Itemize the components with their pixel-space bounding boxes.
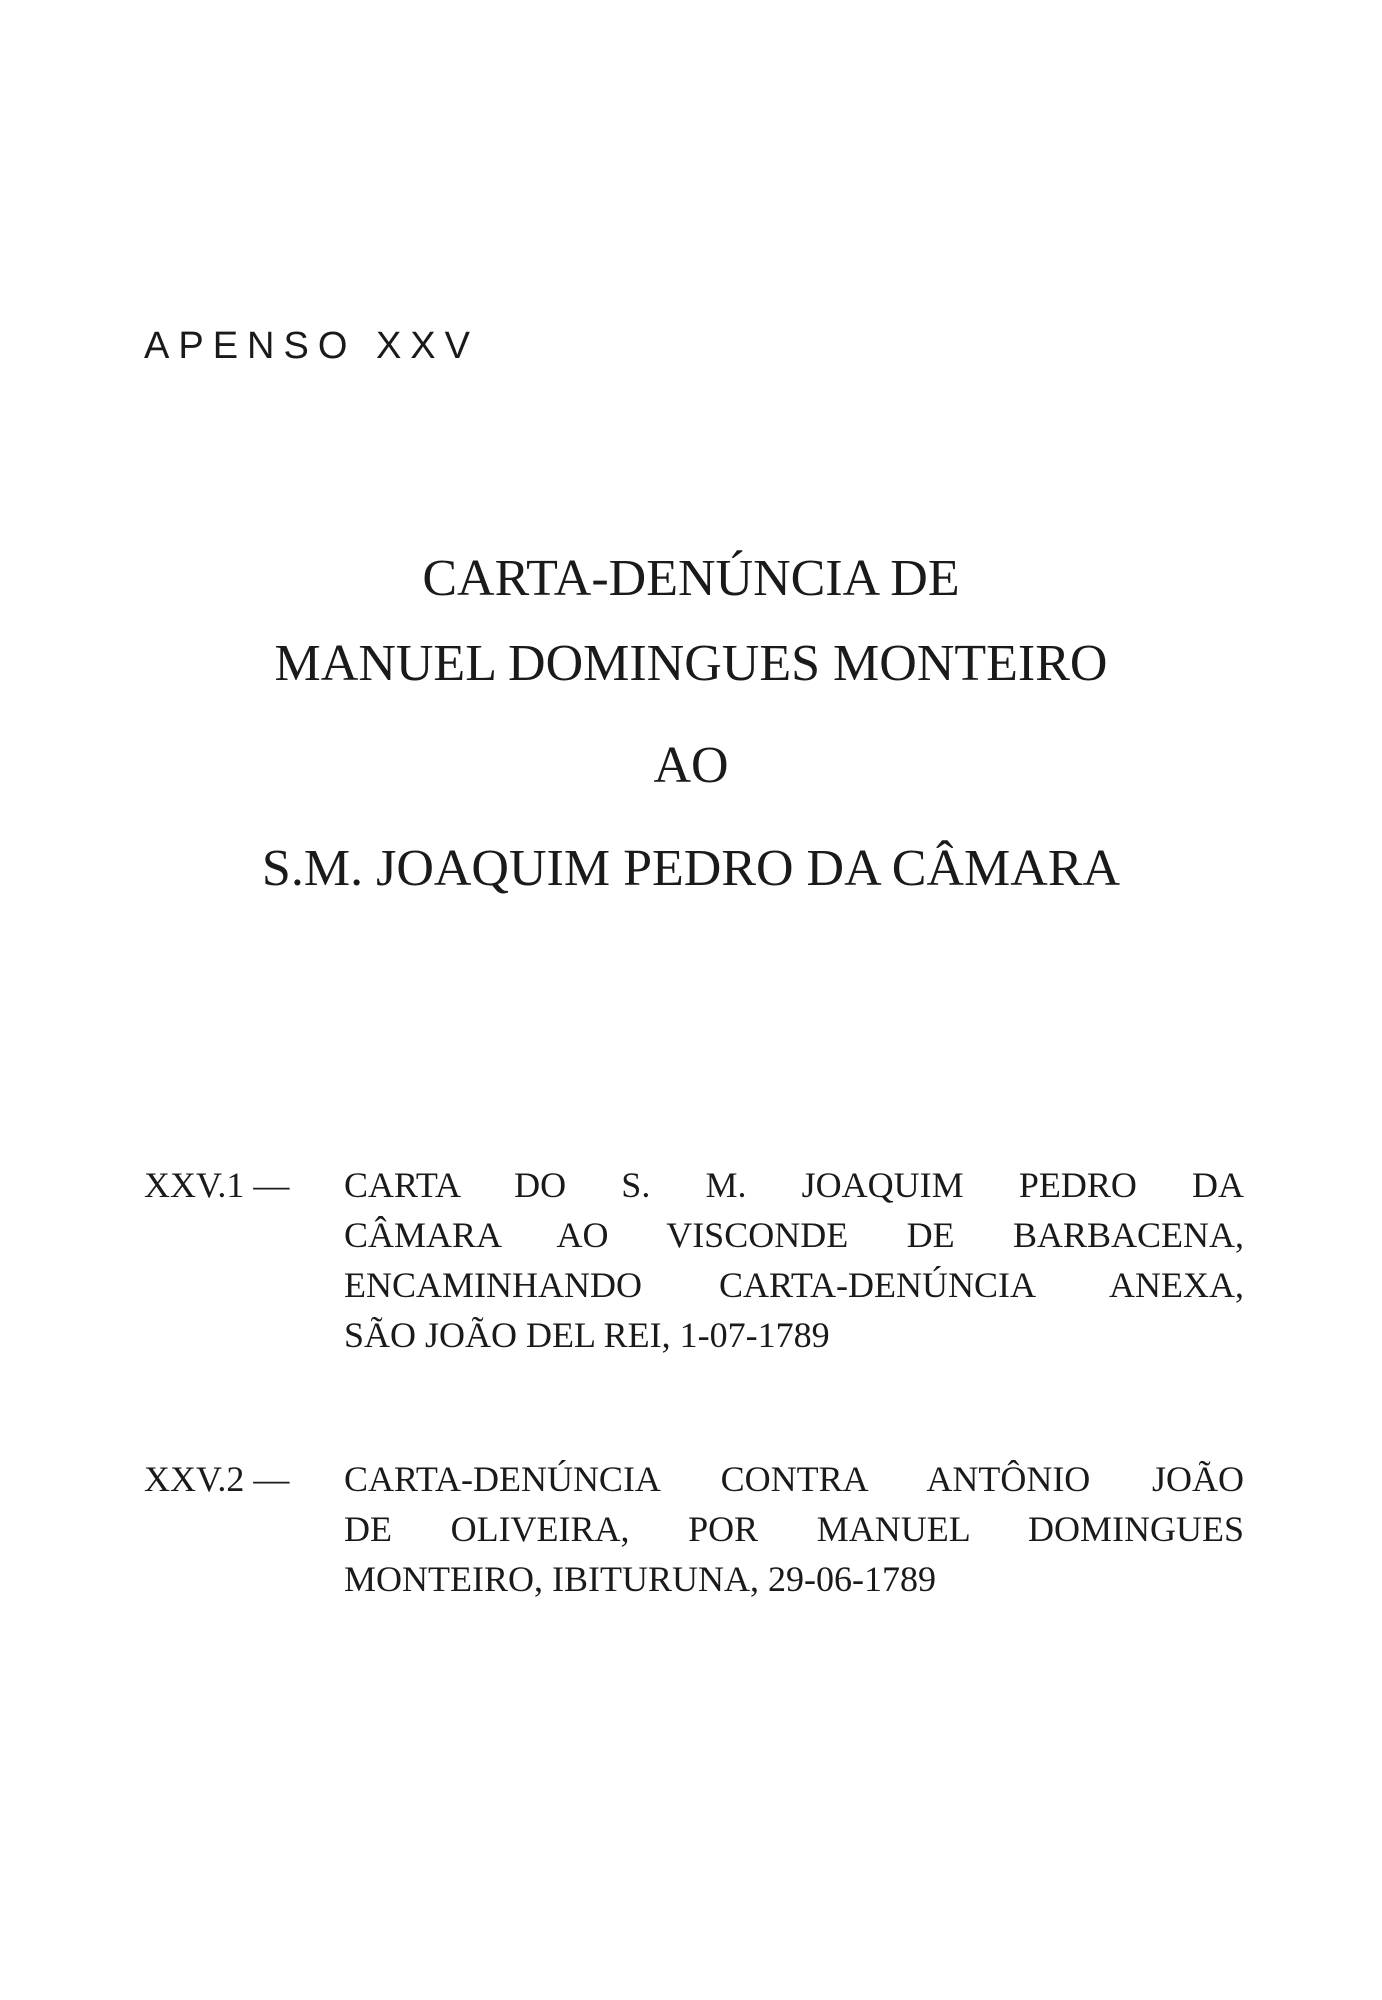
entry-line: CARTA DO S. M. JOAQUIM PEDRO DA [344, 1165, 1244, 1205]
entry-description [344, 1160, 1244, 1360]
entry-number: XXV.2 — [144, 1459, 290, 1499]
entry-line: CÂMARA AO VISCONDE DE BARBACENA, [344, 1215, 1244, 1255]
entry-line: MONTEIRO, IBITURUNA, 29-06-1789 [344, 1559, 936, 1599]
entry-line: CARTA-DENÚNCIA CONTRA ANTÔNIO JOÃO [344, 1459, 1244, 1499]
entry-description [344, 1454, 1244, 1604]
appendix-label: APENSO XXV [144, 325, 479, 367]
entry-line: ENCAMINHANDO CARTA-DENÚNCIA ANEXA, [344, 1265, 1244, 1305]
title-line-4: S.M. JOAQUIM PEDRO DA CÂMARA [261, 840, 1121, 897]
entry-line: DE OLIVEIRA, POR MANUEL DOMINGUES [344, 1509, 1244, 1549]
title-line-1: CARTA-DENÚNCIA DE [422, 550, 960, 607]
entry-line: SÃO JOÃO DEL REI, 1-07-1789 [344, 1315, 830, 1355]
entry-number: XXV.1 — [144, 1165, 290, 1205]
title-line-2: MANUEL DOMINGUES MONTEIRO [274, 635, 1108, 692]
title-line-3: AO [653, 737, 729, 794]
